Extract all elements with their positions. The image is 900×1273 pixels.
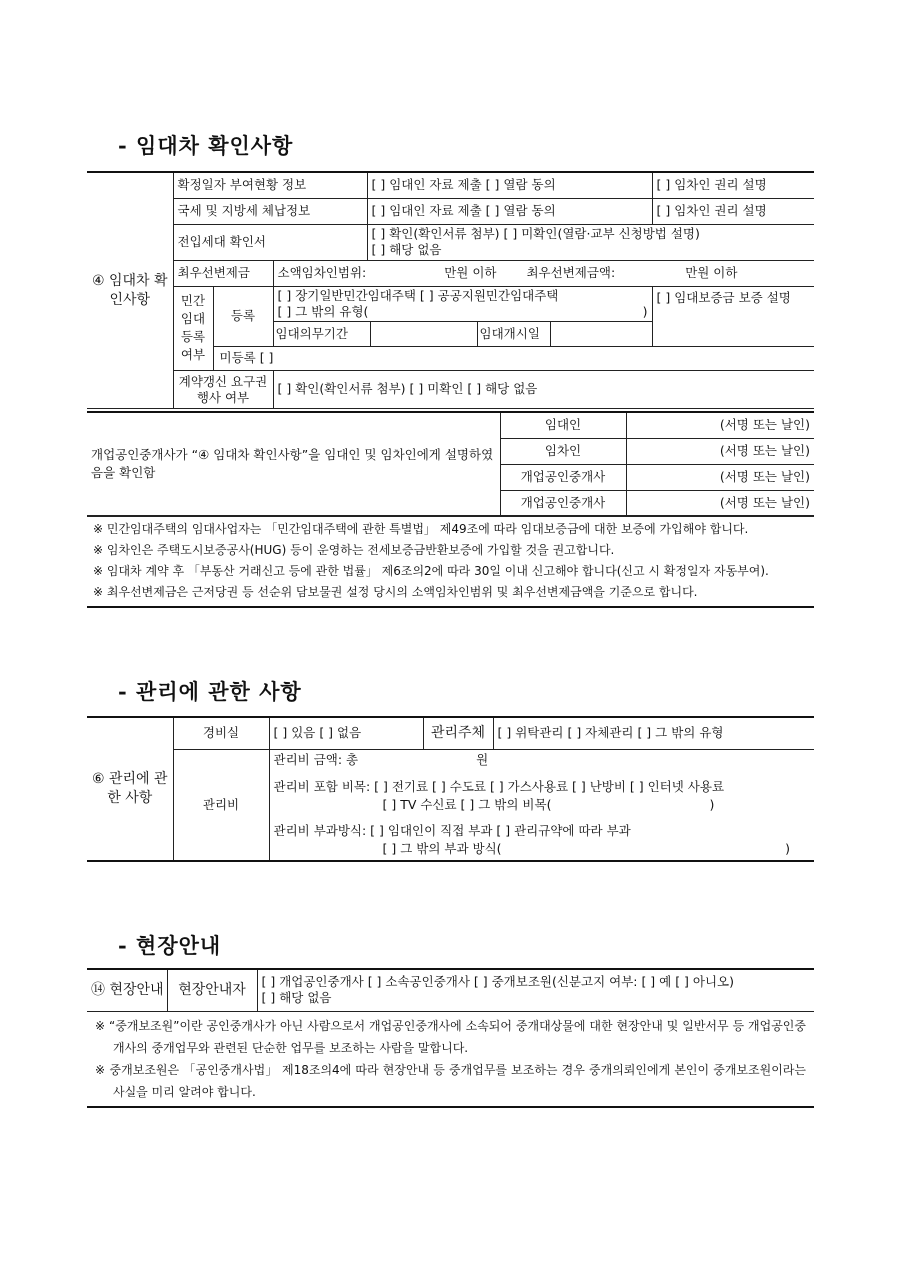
site-note-1: ※ 중개보조원은 「공인중개사법」 제18조의4에 따라 현장안내 등 중개업무를 보조하는 경우 중개의뢰인에게 본인이 중개보조원이라는 사실을 미리 알려야 합니다. — [95, 1063, 806, 1099]
private-rental-label-text: 민간임대등록여부 — [180, 293, 206, 363]
signer-role-1: 임차인 — [500, 438, 626, 464]
lease-table — [87, 171, 814, 409]
reg-option-2-close: ) — [642, 303, 648, 319]
tax-rights[interactable]: [ ] 임차인 권리 설명 — [652, 198, 814, 224]
duty-period-value[interactable] — [371, 322, 477, 346]
priority-small-label: 소액임차인범위: — [277, 264, 367, 280]
guard-label: 경비실 — [173, 717, 269, 749]
move-in-options[interactable] — [367, 224, 814, 260]
signer-role-3: 개업공인중개사 — [500, 490, 626, 516]
deposit-guarantee[interactable] — [652, 286, 814, 347]
renewal-options[interactable]: [ ] 확인(확인서류 첨부) [ ] 미확인 [ ] 해당 없음 — [273, 371, 814, 409]
move-in-option-1[interactable]: [ ] 확인(확인서류 첨부) [ ] 미확인(열람·교부 신청방법 설명) — [371, 225, 700, 241]
tax-label: 국세 및 지방세 체납정보 — [173, 198, 367, 224]
renewal-label-text: 계약갱신 요구권 행사 여부 — [178, 373, 268, 405]
guide-options[interactable] — [257, 969, 814, 1011]
lease-start-value[interactable] — [551, 322, 652, 346]
site-section-title: - 현장안내 — [118, 933, 222, 958]
lease-start-cell — [477, 322, 652, 347]
priority-amount-unit: 만원 이하 — [685, 264, 738, 280]
priority-values — [273, 260, 814, 286]
fee-details — [269, 749, 814, 861]
lease-heading-text: ④ 임대차 확인사항 — [91, 273, 168, 308]
deposit-guarantee-text[interactable]: [ ] 임대보증금 보증 설명 — [656, 289, 791, 305]
management-section-title: - 관리에 관한 사항 — [118, 679, 302, 704]
duty-period-text: 임대의무기간 — [274, 322, 371, 346]
management-table — [87, 716, 814, 862]
move-in-option-2[interactable]: [ ] 해당 없음 — [371, 242, 442, 257]
site-notes — [87, 1011, 814, 1108]
priority-amount-label: 최우선변제금액: — [526, 264, 616, 280]
signer-sign-2[interactable]: (서명 또는 날인) — [626, 464, 814, 490]
fee-method-2-row — [274, 840, 811, 858]
subject-options[interactable]: [ ] 위탁관리 [ ] 자체관리 [ ] 그 밖의 유형 — [493, 717, 814, 749]
move-in-label: 전입세대 확인서 — [173, 224, 367, 260]
lease-confirm-text-content: 개업공인중개사가 “④ 임대차 확인사항”을 임대인 및 임차인에게 설명하였음을 확인함 — [91, 446, 494, 481]
lease-notes-cell — [87, 516, 814, 608]
lease-notes — [87, 515, 814, 608]
reg-option-2-row — [278, 304, 648, 320]
lease-note-1: ※ 임차인은 주택도시보증공사(HUG) 등이 운영하는 전세보증금반환보증에 가입할 것을 권고합니다. — [93, 543, 615, 557]
fee-items-1[interactable]: 관리비 포함 비목: [ ] 전기료 [ ] 수도료 [ ] 가스사용료 [ ] 난방비 [ ] 인터넷 사용료 — [273, 778, 725, 794]
signer-role-0: 임대인 — [500, 412, 626, 438]
registered-types[interactable] — [273, 286, 652, 322]
registered-label: 등록 — [213, 286, 273, 347]
priority-label: 최우선변제금 — [173, 260, 273, 286]
fee-total-row — [274, 751, 811, 769]
lease-note-2: ※ 임대차 계약 후 「부동산 거래신고 등에 관한 법률」 제6조의2에 따라 30일 이내 신고해야 합니다(신고 시 확정일자 자동부여). — [93, 564, 769, 578]
lease-note-0: ※ 민간임대주택의 임대사업자는 「민간임대주택에 관한 특별법」 제49조에 따라 임대보증금에 대한 보증에 가입해야 합니다. — [93, 522, 749, 536]
duty-period-label — [273, 322, 477, 347]
renewal-label — [173, 371, 273, 409]
signer-sign-1[interactable]: (서명 또는 날인) — [626, 438, 814, 464]
private-rental-label — [173, 286, 213, 371]
fixed-date-options[interactable]: [ ] 임대인 자료 제출 [ ] 열람 동의 — [367, 172, 652, 198]
guard-options[interactable]: [ ] 있음 [ ] 없음 — [269, 717, 423, 749]
signer-sign-0[interactable]: (서명 또는 날인) — [626, 412, 814, 438]
lease-heading — [87, 172, 173, 409]
fee-method-2-close: ) — [785, 840, 790, 856]
guide-option-1[interactable]: [ ] 개업공인중개사 [ ] 소속공인중개사 [ ] 중개보조원(신분고지 여부: [ ] 예 [ ] 아니오) — [261, 974, 735, 989]
guide-label: 현장안내자 — [167, 969, 257, 1011]
fixed-date-label: 확정일자 부여현황 정보 — [173, 172, 367, 198]
subject-label: 관리주체 — [423, 717, 493, 749]
reg-option-2[interactable]: [ ] 그 밖의 유형( — [277, 303, 369, 319]
site-notes-cell — [87, 1012, 814, 1108]
site-table — [87, 968, 814, 1012]
fee-method-2[interactable]: [ ] 그 밖의 부과 방식( — [382, 840, 502, 856]
site-heading: ⑭ 현장안내 — [87, 969, 167, 1011]
unregistered-option[interactable]: 미등록 [ ] — [213, 347, 814, 371]
fee-total-label: 관리비 금액: 총 — [273, 752, 359, 768]
site-note-0: ※ “중개보조원”이란 공인중개사가 아닌 사람으로서 개업공인중개사에 소속되어 중개대상물에 대한 현장안내 및 일반서무 등 개업공인중개사의 중개업무와 관련된 단순한 업무를 보조하는 사람을 말합니다. — [95, 1019, 806, 1055]
fee-total-unit: 원 — [476, 752, 489, 768]
fee-items-2-row — [274, 796, 811, 814]
fee-label: 관리비 — [173, 749, 269, 861]
reg-option-1[interactable]: [ ] 장기일반민간임대주택 [ ] 공공지원민간임대주택 — [277, 287, 559, 303]
signer-role-2: 개업공인중개사 — [500, 464, 626, 490]
lease-confirm-text — [87, 412, 500, 516]
fee-items-2-close: ) — [709, 796, 715, 812]
lease-sign-table — [87, 411, 814, 517]
management-heading — [87, 717, 173, 861]
tax-options[interactable]: [ ] 임대인 자료 제출 [ ] 열람 동의 — [367, 198, 652, 224]
signer-sign-3[interactable]: (서명 또는 날인) — [626, 490, 814, 516]
priority-small-unit: 만원 이하 — [444, 264, 497, 280]
guide-option-2[interactable]: [ ] 해당 없음 — [261, 990, 332, 1006]
fixed-date-rights[interactable]: [ ] 임차인 권리 설명 — [652, 172, 814, 198]
fee-items-2[interactable]: [ ] TV 수신료 [ ] 그 밖의 비목( — [382, 796, 552, 812]
lease-note-3: ※ 최우선변제금은 근저당권 등 선순위 담보물권 설정 당시의 소액임차인범위 및 최우선변제금액을 기준으로 합니다. — [93, 585, 698, 599]
fee-method-1[interactable]: 관리비 부과방식: [ ] 임대인이 직접 부과 [ ] 관리규약에 따라 부과 — [273, 822, 631, 838]
management-heading-text: ⑥ 관리에 관한 사항 — [91, 771, 168, 806]
lease-section-title: - 임대차 확인사항 — [118, 133, 294, 158]
lease-start-label: 임대개시일 — [477, 322, 551, 346]
